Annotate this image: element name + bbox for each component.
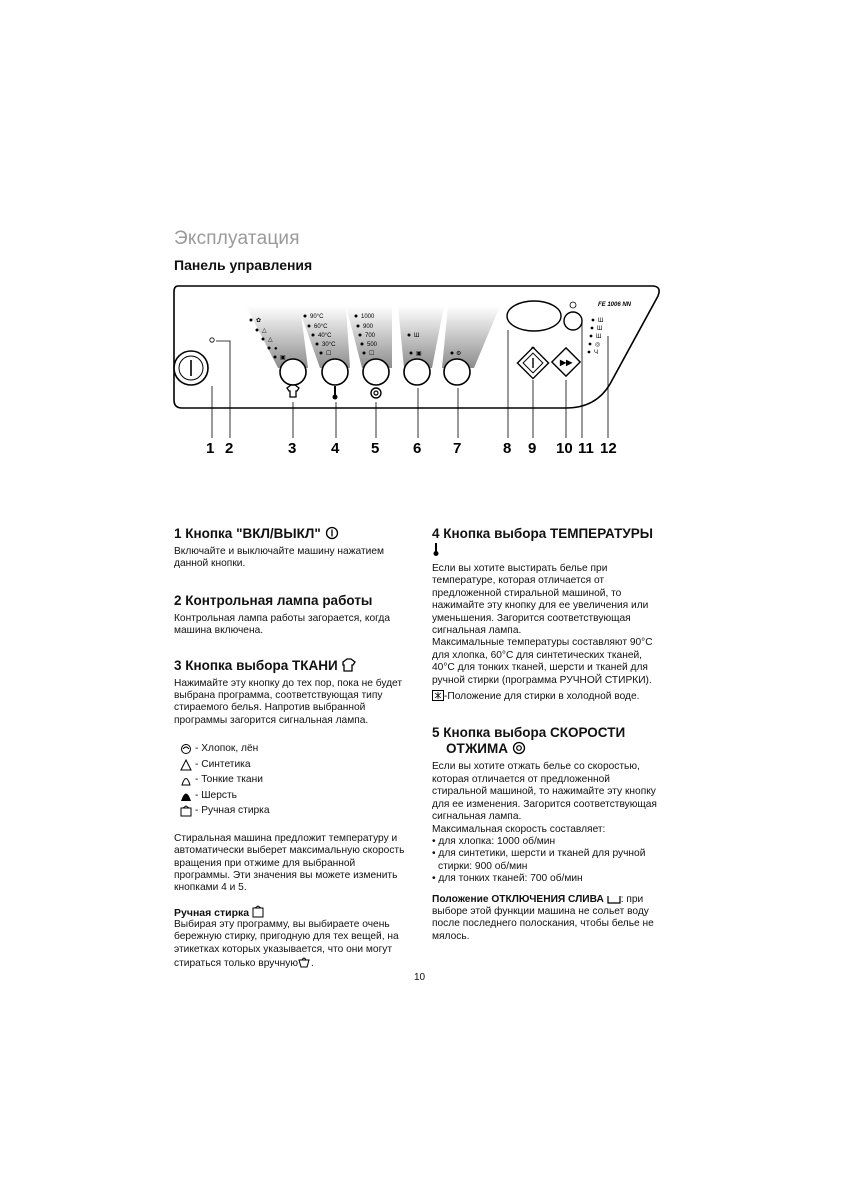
list-item: - Тонкие ткани bbox=[180, 772, 414, 788]
power-lamp bbox=[210, 338, 214, 342]
speed-label-0: 1000 bbox=[361, 314, 375, 320]
section-1-title: 1 Кнопка "ВКЛ/ВЫКЛ" bbox=[174, 526, 321, 541]
section-2-text: Контрольная лампа работы загорается, когда машина включена. bbox=[174, 612, 391, 637]
page-subtitle: Панель управления bbox=[174, 257, 313, 273]
delay-button[interactable] bbox=[564, 312, 582, 330]
svg-text:☐: ☐ bbox=[326, 351, 332, 357]
section-2-title: 2 Контрольная лампа работы bbox=[174, 592, 373, 608]
delicate-icon bbox=[180, 774, 192, 786]
section-title: Эксплуатация bbox=[174, 228, 300, 249]
temp-label-2: 40°C bbox=[318, 333, 332, 339]
svg-text:△: △ bbox=[268, 337, 273, 343]
section-5-title-line2: ОТЖИМА bbox=[446, 741, 508, 757]
temperature-button[interactable] bbox=[322, 359, 348, 385]
fabric-list bbox=[180, 741, 414, 819]
thermometer-icon bbox=[432, 542, 440, 557]
section-4-text-2: Максимальные температуры составляют 90°C для хлопка, 60°C для синтетических тканей, 40°C для тонких тканей, шерсти и тканей для ручной стирки (программа РУЧНОЙ СТИРКИ). bbox=[432, 637, 653, 686]
page-number: 10 bbox=[414, 972, 426, 983]
wool-icon bbox=[180, 790, 192, 802]
callout-2: 2 bbox=[225, 440, 234, 457]
callout-1: 1 bbox=[206, 440, 215, 457]
temp-label-1: 60°C bbox=[314, 324, 328, 330]
cold-wash-icon bbox=[432, 690, 444, 701]
svg-text:Ш: Ш bbox=[597, 326, 603, 332]
list-item: - Ручная стирка bbox=[180, 803, 414, 819]
callout-11: 11 bbox=[578, 440, 594, 457]
speed-bullet-0: • для хлопка: 1000 об/мин bbox=[432, 835, 556, 847]
svg-text:Ш: Ш bbox=[414, 333, 420, 339]
fabric-button[interactable] bbox=[280, 359, 306, 385]
control-panel-diagram bbox=[0, 0, 842, 470]
svg-text:△: △ bbox=[262, 328, 267, 334]
callout-3: 3 bbox=[288, 440, 297, 457]
svg-text:▣: ▣ bbox=[280, 355, 286, 361]
hand-wash-icon bbox=[180, 805, 192, 817]
display-window bbox=[507, 301, 561, 331]
section-4-title: 4 Кнопка выбора ТЕМПЕРАТУРЫ bbox=[432, 526, 653, 541]
synthetic-icon bbox=[180, 759, 192, 771]
shirt-icon bbox=[341, 658, 357, 672]
section-1-text: Включайте и выключайте машину нажатием данной кнопки. bbox=[174, 546, 384, 570]
section-5-title-line1: 5 Кнопка выбора СКОРОСТИ bbox=[432, 725, 626, 741]
svg-text:●: ● bbox=[274, 346, 278, 352]
svg-text:▶▶: ▶▶ bbox=[560, 358, 573, 367]
svg-text:⚙: ⚙ bbox=[456, 351, 462, 357]
hand-wash-title: Ручная стирка bbox=[174, 906, 250, 919]
power-button[interactable] bbox=[174, 351, 208, 385]
section-3-text: Нажимайте эту кнопку до тех пор, пока не будет выбрана программа, соответствующая типу стираемого белья. Напротив выбранной программы загорится сигнальная лампа. bbox=[174, 677, 403, 726]
svg-text:Ш: Ш bbox=[598, 318, 604, 324]
speed-bullet-2: • для тонких тканей: 700 об/мин bbox=[432, 873, 583, 885]
left-column bbox=[174, 526, 414, 970]
section-3-heading bbox=[174, 658, 414, 674]
right-column bbox=[432, 526, 664, 943]
hand-wash-heading bbox=[174, 905, 414, 919]
svg-text:☐: ☐ bbox=[369, 351, 375, 357]
power-icon bbox=[325, 526, 339, 540]
callout-6: 6 bbox=[413, 440, 422, 457]
callout-12: 12 bbox=[600, 440, 617, 457]
callout-5: 5 bbox=[371, 440, 380, 457]
svg-text:Ч: Ч bbox=[594, 350, 598, 356]
list-item: - Синтетика bbox=[180, 757, 414, 773]
cotton-icon bbox=[180, 743, 192, 755]
svg-text:✿: ✿ bbox=[256, 318, 262, 324]
option-button-6[interactable] bbox=[404, 359, 430, 385]
section-5-heading-line2 bbox=[432, 741, 664, 757]
hand-wash-text: Выбирая эту программу, вы выбираете очень бережную стирку, пригодную для тех вещей, на этикетках которых указывается, что они могут стираться только вручную . bbox=[174, 918, 399, 969]
cold-wash-note: -Положение для стирки в холодной воде. bbox=[432, 690, 664, 703]
speed-bullet-1: • для синтетики, шерсти и тканей для ручной стирки: 900 об/мин bbox=[432, 848, 646, 872]
hand-wash-icon bbox=[252, 905, 265, 918]
section-5-max-speed: Максимальная скорость составляет: bbox=[432, 823, 606, 835]
section-4-text: Если вы хотите выстирать белье при температуре, которая отличается от предложенной стиральной машиной, то нажимайте эту кнопку для ее увеличения или уменьшения. Загорится соответствующая сигнальная лампа. bbox=[432, 563, 649, 637]
drain-title: Положение ОТКЛЮЧЕНИЯ СЛИВА bbox=[432, 893, 604, 905]
section-5-text: Если вы хотите отжать белье со скоростью, которая отличается от предложенной стиральной машиной, то нажимайте эту кнопку для ее изменения. Загорится соответствующая сигнальная лампа. bbox=[432, 761, 657, 823]
section-1-heading bbox=[174, 526, 414, 542]
callout-8: 8 bbox=[503, 440, 512, 457]
section-3-title: 3 Кнопка выбора ТКАНИ bbox=[174, 657, 338, 673]
callout-9: 9 bbox=[528, 440, 537, 457]
no-drain-icon bbox=[607, 894, 621, 904]
svg-text:◎: ◎ bbox=[595, 342, 601, 348]
callout-4: 4 bbox=[331, 440, 340, 457]
callout-10: 10 bbox=[556, 440, 573, 457]
drain-note: Положение ОТКЛЮЧЕНИЯ СЛИВА : при выборе этой функции машина не сольет воду после последнего полоскания, чтобы белье не мялось. bbox=[432, 893, 654, 942]
option-button-7[interactable] bbox=[444, 359, 470, 385]
temp-label-0: 90°C bbox=[310, 314, 324, 320]
temp-label-3: 30°C bbox=[322, 342, 336, 348]
spin-icon bbox=[512, 741, 526, 755]
spin-speed-button[interactable] bbox=[363, 359, 389, 385]
list-item: - Хлопок, лён bbox=[180, 741, 414, 757]
section-4-heading bbox=[432, 526, 664, 559]
section-3-text-2: Стиральная машина предложит температуру и автоматически выберет максимальную скорость вращения при отжиме для выбранной программы. Эти значения вы можете изменить кнопками 4 и 5. bbox=[174, 832, 405, 894]
model-label: FE 1006 NN bbox=[598, 302, 632, 308]
svg-text:▣: ▣ bbox=[416, 351, 422, 357]
speed-label-3: 500 bbox=[367, 342, 378, 348]
speed-label-2: 700 bbox=[365, 333, 376, 339]
list-item: - Шерсть bbox=[180, 788, 414, 804]
svg-text:Ш: Ш bbox=[596, 334, 602, 340]
callout-7: 7 bbox=[453, 440, 462, 457]
hand-wash-symbol-icon bbox=[298, 956, 311, 968]
speed-label-1: 900 bbox=[363, 324, 374, 330]
